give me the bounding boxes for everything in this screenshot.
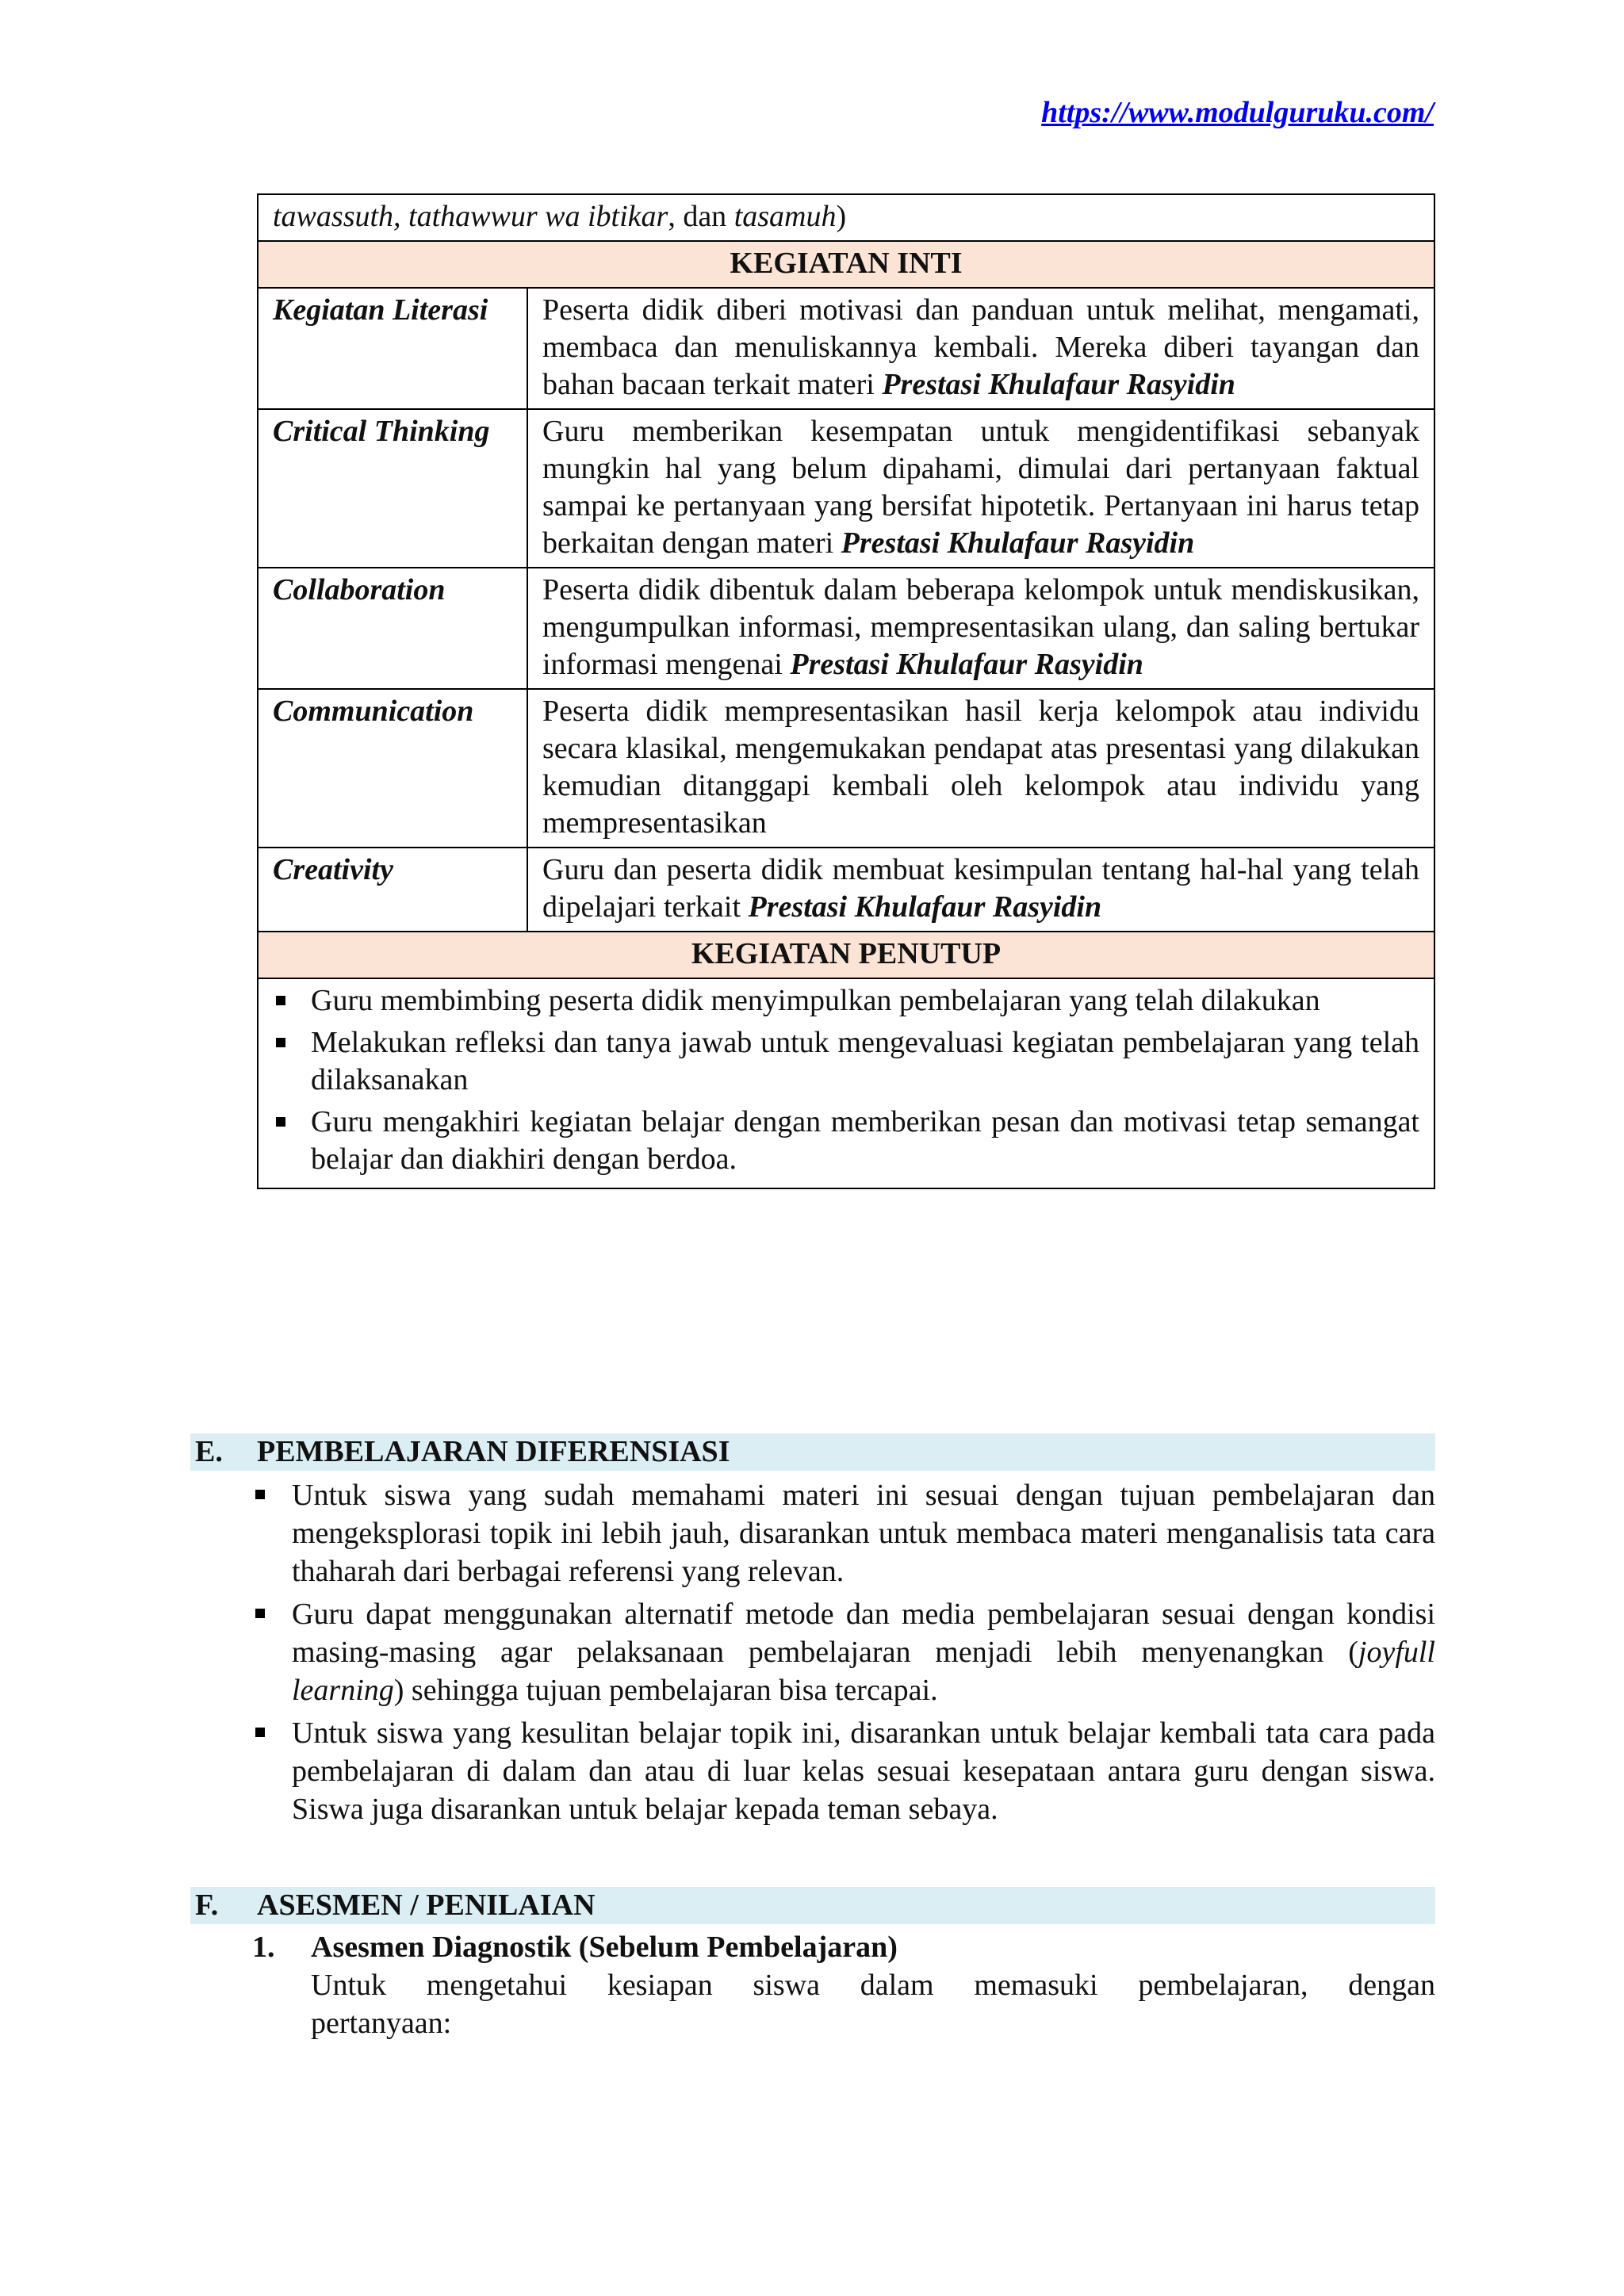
row-content-critical-thinking [527, 409, 1434, 568]
row-label-critical-thinking: Critical Thinking [258, 409, 527, 568]
row-content-creativity [527, 848, 1434, 932]
row-content-literasi [527, 288, 1434, 409]
section-e-body [252, 1476, 1435, 1833]
subsection-1-text-line1: Untuk mengetahui kesiapan siswa dalam memasuki pembelajaran, dengan [311, 1969, 1435, 2002]
row-label-collaboration: Collaboration [258, 568, 527, 689]
table-row [258, 689, 1434, 848]
subsection-1-title: Asesmen Diagnostik (Sebelum Pembelajaran) [311, 1931, 898, 1964]
section-e-title: PEMBELAJARAN DIFERENSIASI [257, 1435, 730, 1468]
rich-text [542, 853, 1419, 924]
list-item [252, 1714, 1435, 1828]
rich-text [292, 1479, 1435, 1588]
subsection-1-number: 1. [252, 1931, 275, 1964]
text-run: Peserta didik mempresentasikan hasil kerja kelompok atau individu secara klasikal, mengemukakan pendapat atas presentasi yang dilakukan kemudian ditanggapi kembali oleh kelompok atau individu yang mempresentasikan [542, 695, 1419, 840]
rich-text [292, 1598, 1435, 1707]
row-label-literasi: Kegiatan Literasi [258, 288, 527, 409]
kegiatan-inti-title: KEGIATAN INTI [258, 241, 1434, 288]
text-run: , dan [668, 200, 734, 233]
continuation-row [258, 194, 1434, 241]
table-row [258, 848, 1434, 932]
emphasis-text: joyfull learning [292, 1636, 1435, 1707]
emphasis-text: Prestasi Khulafaur Rasyidin [790, 648, 1143, 681]
subsection-1-text-line2: pertanyaan: [311, 2007, 452, 2040]
emphasis-text: Prestasi Khulafaur Rasyidin [882, 368, 1235, 401]
kegiatan-penutup-title: KEGIATAN PENUTUP [258, 932, 1434, 978]
diferensiasi-list [252, 1476, 1435, 1828]
row-label-creativity: Creativity [258, 848, 527, 932]
kegiatan-inti-header-row [258, 241, 1434, 288]
emphasis-text: tasamuh [733, 200, 837, 233]
penutup-row [258, 978, 1434, 1188]
kegiatan-penutup-header-row [258, 932, 1434, 978]
rich-text [273, 200, 846, 233]
section-e-number: E. [195, 1435, 223, 1468]
text-run: Peserta didik diberi motivasi dan panduan untuk melihat, mengamati, membaca dan menuliskannya kembali. Mereka diberi tayangan dan bahan bacaan terkait materi [542, 293, 1419, 401]
text-run: Guru memberikan kesempatan untuk mengidentifikasi sebanyak mungkin hal yang belum dipahami, dimulai dari pertanyaan faktual sampai ke pertanyaan yang bersifat hipotetik. Pertanyaan ini harus tetap berkaitan dengan materi [542, 415, 1419, 560]
rich-text [542, 415, 1419, 560]
activities-table [257, 193, 1435, 1189]
text-run: Peserta didik dibentuk dalam beberapa kelompok untuk mendiskusikan, mengumpulkan informasi, mempresentasikan ulang, dan saling bertukar informasi mengenai [542, 573, 1419, 681]
table-row [258, 288, 1434, 409]
section-f-heading [190, 1887, 1435, 1924]
list-item: Guru membimbing peserta didik menyimpulkan pembelajaran yang telah dilakukan [273, 982, 1419, 1020]
row-content-collaboration [527, 568, 1434, 689]
text-run: Guru dapat menggunakan alternatif metode dan media pembelajaran sesuai dengan kondisi masing-masing agar pelaksanaan pembelajaran menjadi lebih menyenangkan ( [292, 1598, 1435, 1669]
row-label-communication: Communication [258, 689, 527, 848]
emphasis-text: Prestasi Khulafaur Rasyidin [841, 526, 1195, 560]
list-item: Guru mengakhiri kegiatan belajar dengan memberikan pesan dan motivasi tetap semangat belajar dan diakhiri dengan berdoa. [273, 1104, 1419, 1178]
header-url-link[interactable]: https://www.modulguruku.com/ [1041, 96, 1434, 129]
list-item [252, 1595, 1435, 1709]
subsection-1-heading [252, 1928, 898, 1966]
list-item [252, 1476, 1435, 1590]
penutup-list [273, 982, 1419, 1178]
list-item: Melakukan refleksi dan tanya jawab untuk mengevaluasi kegiatan pembelajaran yang telah dilaksanakan [273, 1024, 1419, 1099]
text-run: Guru dan peserta didik membuat kesimpulan tentang hal-hal yang telah dipelajari terkait [542, 853, 1419, 924]
penutup-cell [258, 978, 1434, 1188]
rich-text [542, 293, 1419, 401]
emphasis-text: tawassuth, tathawwur wa ibtikar [273, 200, 668, 233]
section-f-number: F. [195, 1888, 219, 1922]
rich-text [292, 1716, 1435, 1826]
emphasis-text: Prestasi Khulafaur Rasyidin [748, 890, 1102, 924]
section-e-heading [190, 1433, 1435, 1471]
text-run: ) sehingga tujuan pembelajaran bisa tercapai. [393, 1674, 938, 1707]
section-f-title: ASESMEN / PENILAIAN [257, 1888, 596, 1922]
row-content-communication [527, 689, 1434, 848]
rich-text [542, 573, 1419, 681]
text-run: Untuk siswa yang kesulitan belajar topik ini, disarankan untuk belajar kembali tata cara pada pembelajaran di dalam dan atau di luar kelas sesuai kesepataan antara guru dengan siswa. Siswa juga disarankan untuk belajar kepada teman sebaya. [292, 1716, 1435, 1826]
text-run: Untuk siswa yang sudah memahami materi ini sesuai dengan tujuan pembelajaran dan mengeksplorasi topik ini lebih jauh, disarankan untuk membaca materi menganalisis tata cara thaharah dari berbagai referensi yang relevan. [292, 1479, 1435, 1588]
table-row [258, 409, 1434, 568]
rich-text [542, 695, 1419, 840]
continuation-cell [258, 194, 1434, 241]
text-run: ) [836, 200, 847, 233]
table-row [258, 568, 1434, 689]
